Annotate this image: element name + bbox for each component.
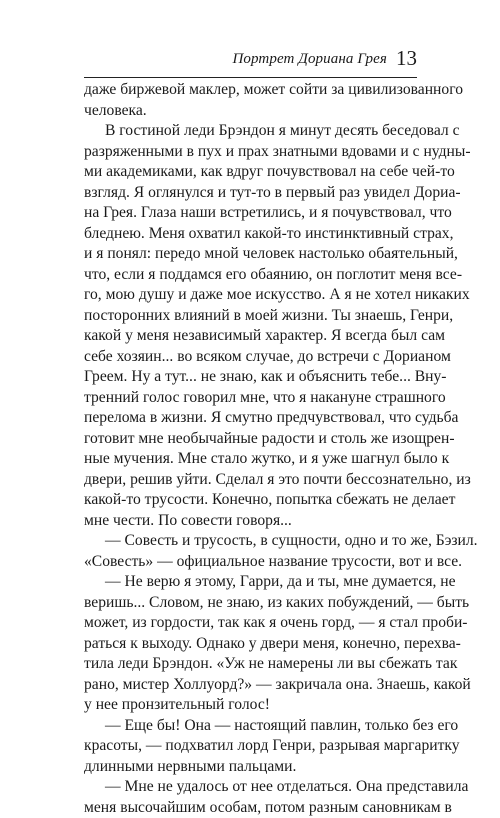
text-line: разряженными в пух и прах знатными вдовами и с нудны- — [84, 142, 417, 163]
text-line: и я понял: передо мной человек настолько обаятельный, — [84, 244, 417, 265]
text-line: «Совесть» — официальное название трусости, вот и все. — [84, 552, 417, 573]
text-line: раться к выходу. Однако у двери меня, конечно, перехва- — [84, 634, 417, 655]
text-line: готовит мне необычайные радости и столь же изощрен- — [84, 429, 417, 450]
text-line: двери, решив уйти. Сделал я это почти бессознательно, из — [84, 470, 417, 491]
text-line: взгляд. Я оглянулся и тут-то в первый раз увидел Дориа- — [84, 183, 417, 204]
page-number: 13 — [396, 46, 417, 71]
page-header — [84, 36, 417, 78]
text-line: бледнею. Меня охватил какой-то инстинктивный страх, — [84, 224, 417, 245]
running-title: Портрет Дориана Грея — [233, 51, 388, 68]
text-line: — Совесть и трусость, в сущности, одно и то же, Бэзил. — [84, 531, 417, 552]
text-line: себе хозяин... во всяком случае, до встречи с Дорианом — [84, 347, 417, 368]
text-line: какой-то трусости. Конечно, попытка сбежать не делает — [84, 490, 417, 511]
text-line: на Грея. Глаза наши встретились, и я почувствовал, что — [84, 203, 417, 224]
text-line: перелома в жизни. Я смутно предчувствовал, что судьба — [84, 408, 417, 429]
text-line: тила леди Брэндон. «Уж не намерены ли вы сбежать так — [84, 654, 417, 675]
text-line: посторонних влияний в моей жизни. Ты знаешь, Генри, — [84, 306, 417, 327]
text-line: человека. — [84, 101, 417, 122]
text-line: красоты, — подхватил лорд Генри, разрывая маргаритку — [84, 736, 417, 757]
text-line: меня высочайшим особам, потом разным сановникам в — [84, 798, 417, 818]
text-line: тренний голос говорил мне, что я накануне страшного — [84, 388, 417, 409]
text-line: длинными нервными пальцами. — [84, 757, 417, 778]
text-line: Греем. Ну а тут... не знаю, как и объяснить тебе... Вну- — [84, 367, 417, 388]
text-line: у нее пронзительный голос! — [84, 695, 417, 716]
text-line: мне чести. По совести говоря... — [84, 511, 417, 532]
text-line: веришь... Словом, не знаю, из каких побуждений, — быть — [84, 593, 417, 614]
text-line: рано, мистер Холлуорд?» — закричала она. Знаешь, какой — [84, 675, 417, 696]
text-line: — Не верю я этому, Гарри, да и ты, мне думается, не — [84, 572, 417, 593]
text-line: какой у меня независимый характер. Я всегда был сам — [84, 326, 417, 347]
text-line: В гостиной леди Брэндон я минут десять беседовал с — [84, 121, 417, 142]
body-text — [84, 80, 417, 818]
text-line: что, если я поддамся его обаянию, он поглотит меня все- — [84, 265, 417, 286]
text-line: может, из гордости, так как я очень горд, — я стал проби- — [84, 613, 417, 634]
text-line: даже биржевой маклер, может сойти за цивилизованного — [84, 80, 417, 101]
text-line: — Мне не удалось от нее отделаться. Она представила — [84, 777, 417, 798]
text-line: ные мучения. Мне стало жутко, и я уже шагнул было к — [84, 449, 417, 470]
text-line: ми академиками, как вдруг почувствовал на себе чей-то — [84, 162, 417, 183]
text-line: — Еще бы! Она — настоящий павлин, только без его — [84, 716, 417, 737]
text-line: го, мою душу и даже мое искусство. А я не хотел никаких — [84, 285, 417, 306]
